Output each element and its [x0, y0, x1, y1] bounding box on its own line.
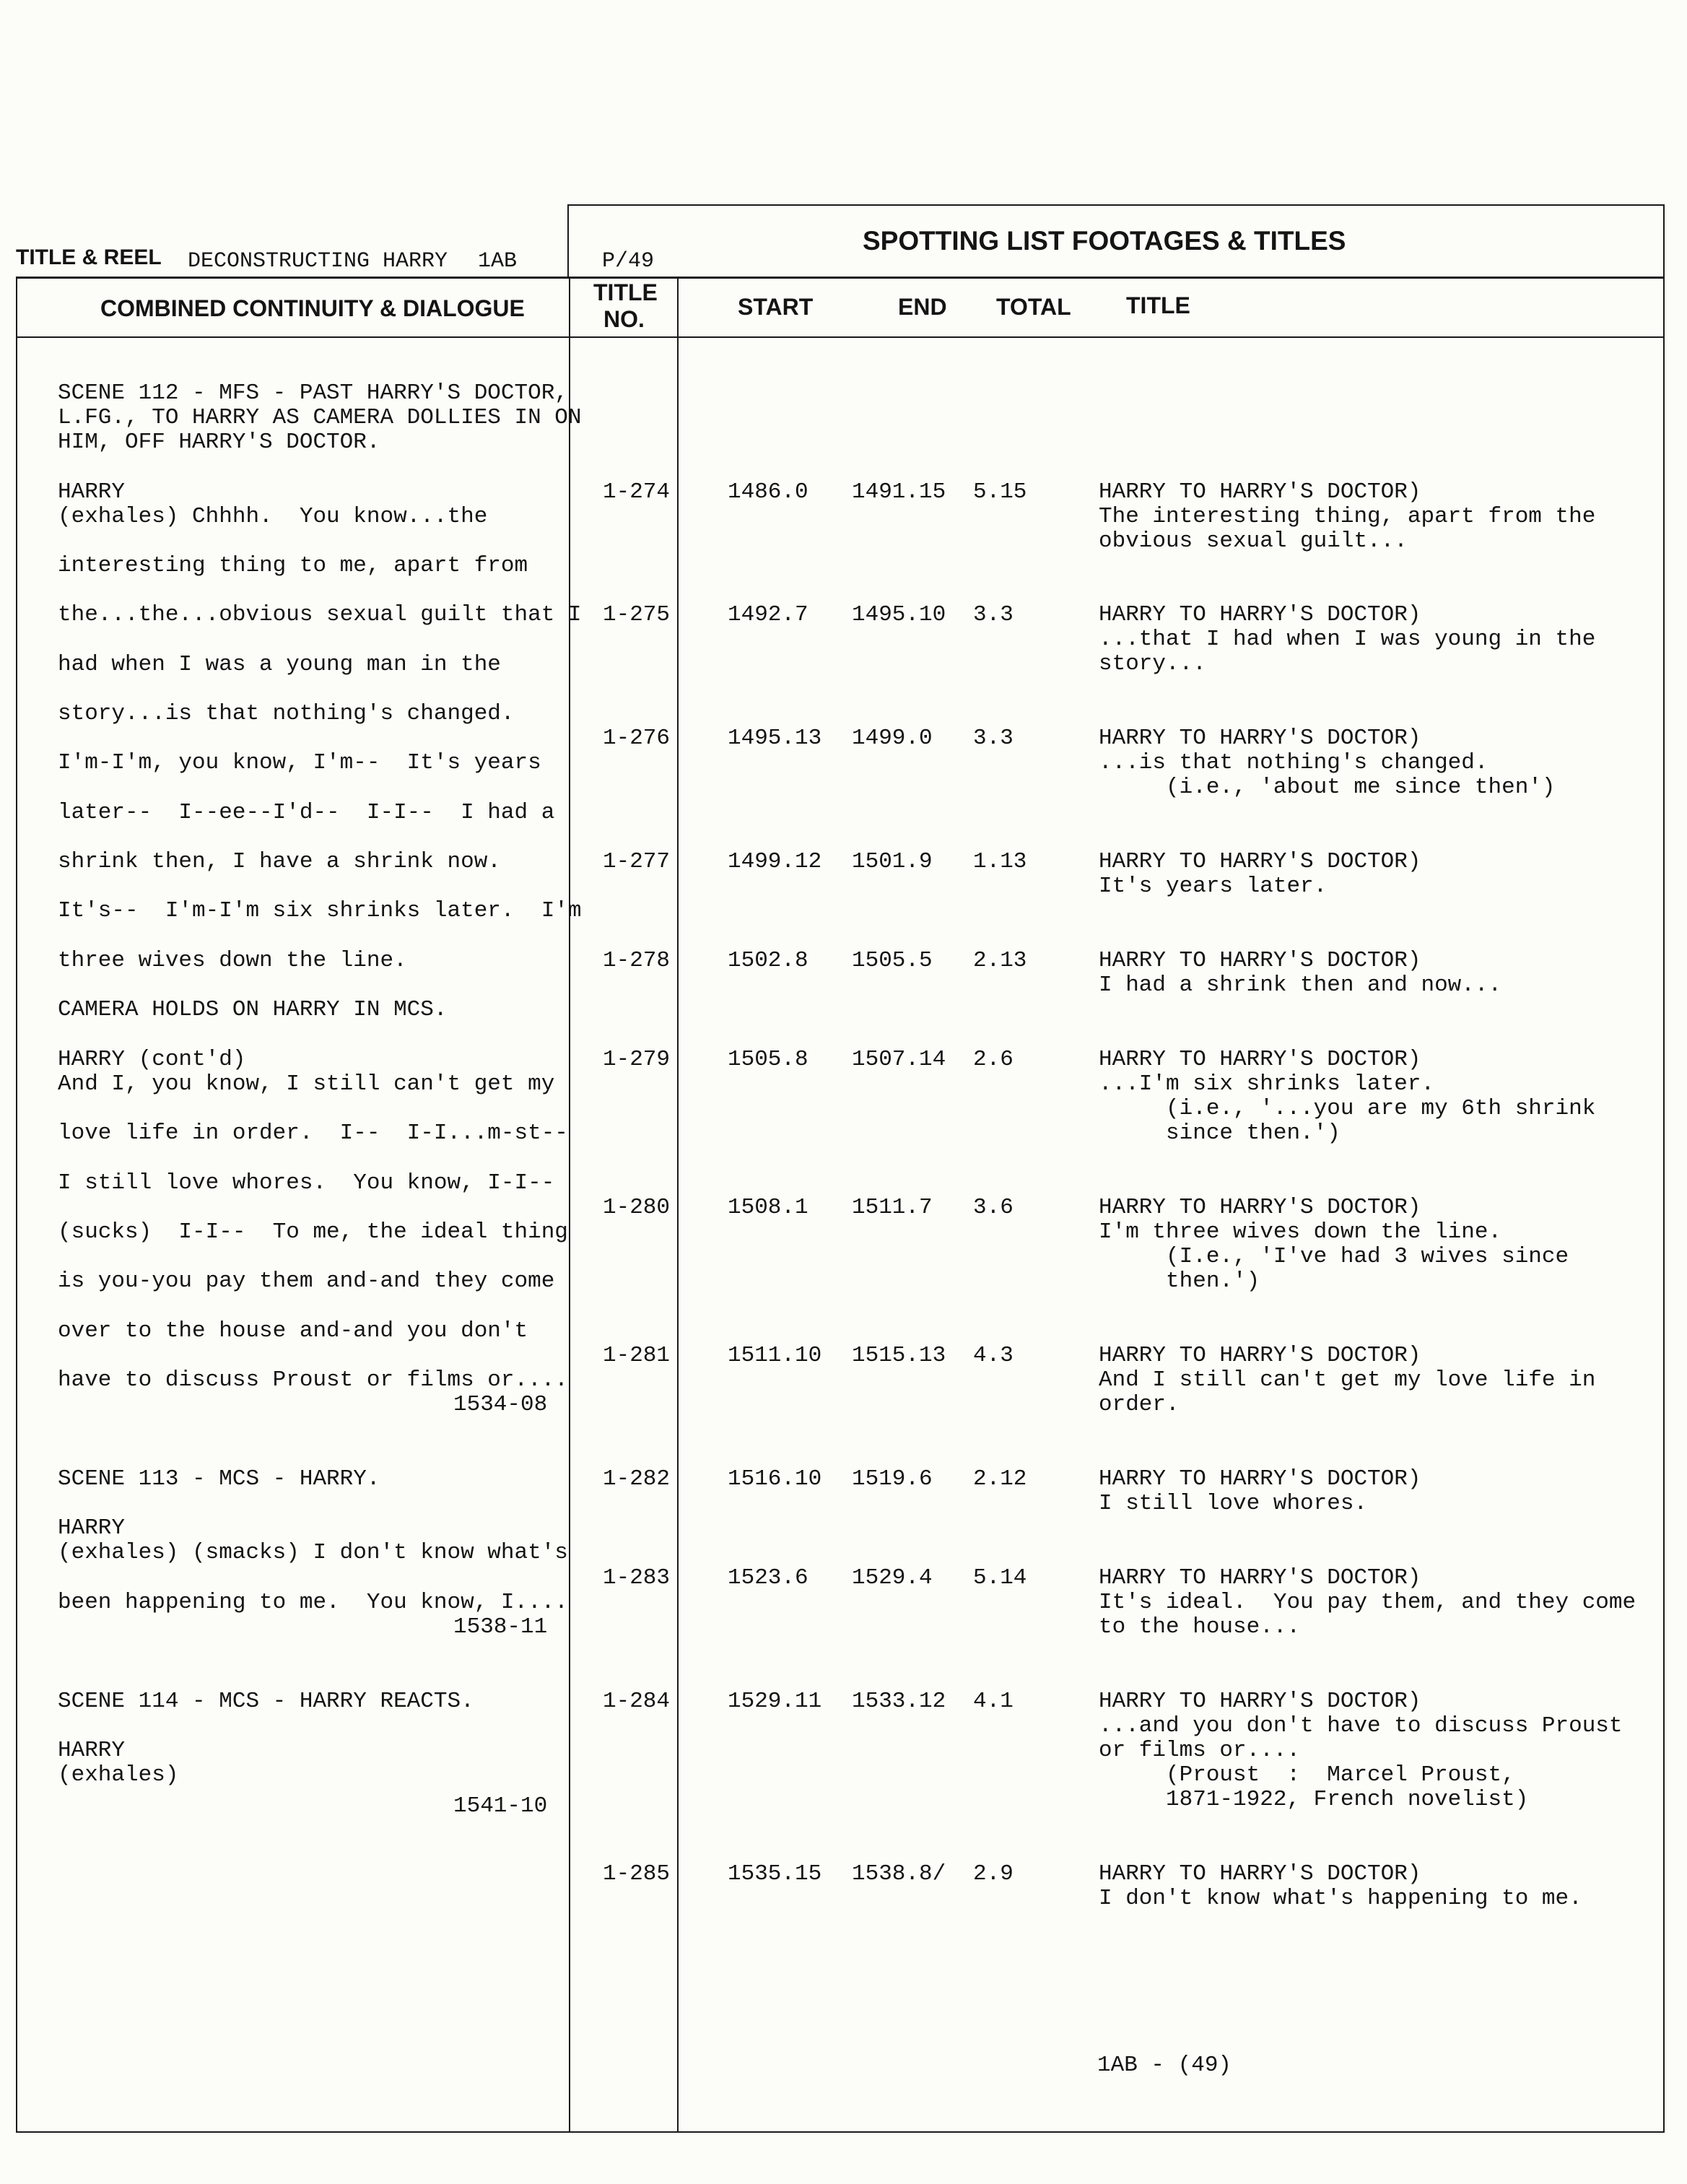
- title-text: HARRY TO HARRY'S DOCTOR) It's years later.: [1099, 849, 1421, 899]
- col-header-total: TOTAL: [996, 294, 1071, 320]
- title-end: 1511.7: [852, 1195, 933, 1220]
- col-header-title-no-1: TITLE: [593, 279, 658, 305]
- title-start: 1492.7: [728, 602, 808, 627]
- title-number: 1-274: [603, 479, 671, 505]
- title-number: 1-282: [603, 1466, 671, 1492]
- footage-marker: 1534-08: [453, 1392, 548, 1417]
- title-total: 2.6: [973, 1047, 1013, 1072]
- title-total: 1.13: [973, 849, 1027, 874]
- title-text: HARRY TO HARRY'S DOCTOR) I had a shrink then and now...: [1099, 948, 1502, 998]
- continuity-line: HARRY (exhales) Chhhh. You know...the: [58, 479, 488, 529]
- title-total: 3.3: [973, 602, 1013, 627]
- title-total: 4.3: [973, 1343, 1013, 1368]
- continuity-line: love life in order. I-- I-I...m-st--: [58, 1121, 568, 1146]
- title-end: 1495.10: [852, 602, 946, 627]
- title-start: 1505.8: [728, 1047, 808, 1072]
- col-header-continuity: COMBINED CONTINUITY & DIALOGUE: [100, 295, 525, 321]
- footage-marker: 1541-10: [453, 1793, 548, 1819]
- col-header-title-no-2: NO.: [603, 306, 645, 332]
- title-end: 1501.9: [852, 849, 933, 874]
- reel-id: 1AB: [478, 249, 518, 274]
- title-end: 1519.6: [852, 1466, 933, 1492]
- continuity-line: It's-- I'm-I'm six shrinks later. I'm: [58, 898, 582, 923]
- title-text: HARRY TO HARRY'S DOCTOR) ...I'm six shrinks later. (i.e., '...you are my 6th shrink since then.'): [1099, 1047, 1596, 1146]
- title-start: 1499.12: [728, 849, 822, 874]
- header-divider: [16, 277, 1665, 279]
- continuity-line: interesting thing to me, apart from: [58, 553, 528, 578]
- footage-marker: 1538-11: [453, 1614, 548, 1640]
- title-number: 1-284: [603, 1689, 671, 1714]
- title-total: 2.12: [973, 1466, 1027, 1492]
- continuity-line: shrink then, I have a shrink now.: [58, 849, 501, 874]
- continuity-line: had when I was a young man in the: [58, 652, 501, 677]
- title-start: 1523.6: [728, 1565, 808, 1591]
- right-box-left-border-top: [567, 204, 569, 277]
- continuity-line: CAMERA HOLDS ON HARRY IN MCS.: [58, 997, 448, 1022]
- continuity-line: I still love whores. You know, I-I--: [58, 1170, 555, 1196]
- continuity-line: HARRY (exhales): [58, 1738, 179, 1788]
- title-end: 1491.15: [852, 479, 946, 505]
- title-text: HARRY TO HARRY'S DOCTOR) I still love whores.: [1099, 1466, 1421, 1516]
- title-total: 2.9: [973, 1861, 1013, 1887]
- title-total: 4.1: [973, 1689, 1013, 1714]
- right-box-right-border: [1663, 204, 1665, 2133]
- page-number: P/49: [602, 249, 655, 274]
- continuity-line: story...is that nothing's changed.: [58, 701, 515, 726]
- title-text: HARRY TO HARRY'S DOCTOR) ...is that nothing's changed. (i.e., 'about me since then'): [1099, 726, 1556, 800]
- title-text: HARRY TO HARRY'S DOCTOR) I'm three wives down the line. (I.e., 'I've had 3 wives since then.'): [1099, 1195, 1569, 1294]
- continuity-line: three wives down the line.: [58, 948, 407, 973]
- continuity-line: the...the...obvious sexual guilt that I: [58, 602, 582, 627]
- title-end: 1533.12: [852, 1689, 946, 1714]
- continuity-line: been happening to me. You know, I....: [58, 1590, 568, 1615]
- spotting-list-heading: SPOTTING LIST FOOTAGES & TITLES: [863, 226, 1346, 256]
- title-start: 1502.8: [728, 948, 808, 973]
- title-number: 1-281: [603, 1343, 671, 1368]
- continuity-line: SCENE 113 - MCS - HARRY.: [58, 1466, 380, 1492]
- page-reference: 1AB - (49): [1097, 2053, 1232, 2078]
- title-end: 1538.8/: [852, 1861, 946, 1887]
- title-number: 1-280: [603, 1195, 671, 1220]
- continuity-line: SCENE 114 - MCS - HARRY REACTS.: [58, 1689, 474, 1714]
- title-number: 1-277: [603, 849, 671, 874]
- title-text: HARRY TO HARRY'S DOCTOR) The interesting thing, apart from the obvious sexual guilt...: [1099, 479, 1596, 554]
- title-start: 1486.0: [728, 479, 808, 505]
- title-total: 5.15: [973, 479, 1027, 505]
- title-start: 1529.11: [728, 1689, 822, 1714]
- continuity-line: over to the house and-and you don't: [58, 1318, 528, 1344]
- title-end: 1515.13: [852, 1343, 946, 1368]
- bottom-border: [16, 2131, 1665, 2133]
- title-number: 1-278: [603, 948, 671, 973]
- continuity-line: have to discuss Proust or films or....: [58, 1367, 568, 1393]
- title-total: 5.14: [973, 1565, 1027, 1591]
- left-border: [16, 277, 17, 2133]
- continuity-line: HARRY (cont'd) And I, you know, I still can't get my: [58, 1047, 555, 1097]
- title-end: 1507.14: [852, 1047, 946, 1072]
- continuity-line: later-- I--ee--I'd-- I-I-- I had a: [58, 800, 555, 825]
- title-start: 1508.1: [728, 1195, 808, 1220]
- title-start: 1535.15: [728, 1861, 822, 1887]
- title-text: HARRY TO HARRY'S DOCTOR) I don't know what's happening to me.: [1099, 1861, 1582, 1911]
- continuity-column-divider: [569, 277, 570, 2133]
- film-title: DECONSTRUCTING HARRY: [188, 249, 448, 274]
- title-no-column-divider: [677, 277, 679, 2133]
- title-total: 3.3: [973, 726, 1013, 751]
- col-header-end: END: [898, 294, 947, 320]
- continuity-line: SCENE 112 - MFS - PAST HARRY'S DOCTOR, L.FG., TO HARRY AS CAMERA DOLLIES IN ON HIM, OFF HARRY'S DOCTOR.: [58, 380, 582, 455]
- continuity-line: is you-you pay them and-and they come: [58, 1269, 555, 1294]
- title-end: 1499.0: [852, 726, 933, 751]
- title-end: 1529.4: [852, 1565, 933, 1591]
- title-start: 1511.10: [728, 1343, 822, 1368]
- col-header-title: TITLE: [1126, 292, 1190, 318]
- continuity-line: I'm-I'm, you know, I'm-- It's years: [58, 750, 541, 775]
- title-number: 1-285: [603, 1861, 671, 1887]
- title-number: 1-275: [603, 602, 671, 627]
- title-start: 1516.10: [728, 1466, 822, 1492]
- column-header-divider: [16, 336, 1665, 338]
- title-text: HARRY TO HARRY'S DOCTOR) And I still can't get my love life in order.: [1099, 1343, 1596, 1417]
- continuity-line: (sucks) I-I-- To me, the ideal thing: [58, 1219, 568, 1245]
- title-end: 1505.5: [852, 948, 933, 973]
- title-number: 1-279: [603, 1047, 671, 1072]
- title-total: 3.6: [973, 1195, 1013, 1220]
- title-start: 1495.13: [728, 726, 822, 751]
- title-text: HARRY TO HARRY'S DOCTOR) It's ideal. You pay them, and they come to the house...: [1099, 1565, 1636, 1640]
- continuity-line: HARRY (exhales) (smacks) I don't know what's: [58, 1515, 568, 1565]
- title-text: HARRY TO HARRY'S DOCTOR) ...and you don't have to discuss Proust or films or.... (Proust : Marcel Proust, 1871-1922, French novelist): [1099, 1689, 1623, 1812]
- title-total: 2.13: [973, 948, 1027, 973]
- title-text: HARRY TO HARRY'S DOCTOR) ...that I had when I was young in the story...: [1099, 602, 1596, 676]
- title-number: 1-276: [603, 726, 671, 751]
- col-header-start: START: [738, 294, 814, 320]
- right-box-top-border: [567, 204, 1665, 206]
- title-number: 1-283: [603, 1565, 671, 1591]
- title-reel-label: TITLE & REEL: [16, 245, 162, 269]
